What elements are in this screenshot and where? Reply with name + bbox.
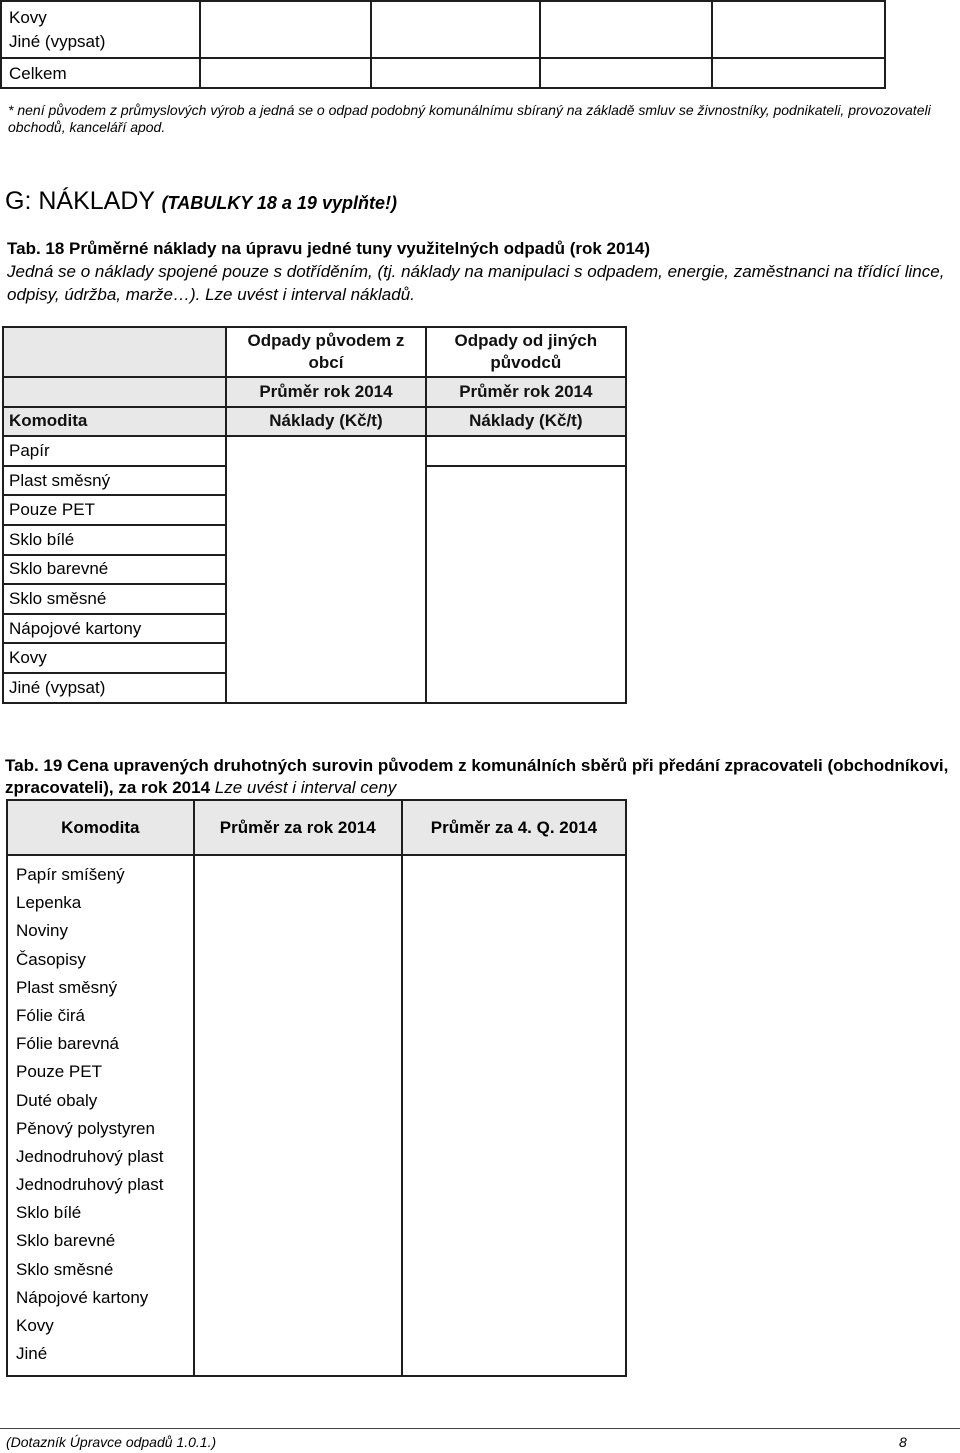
col-header-jini: Odpady od jiných původců	[426, 327, 626, 377]
commodity-label: Pouze PET	[16, 1062, 102, 1082]
commodity-label: Sklo směsné	[16, 1259, 114, 1279]
commodity-label: Duté obaly	[16, 1090, 98, 1110]
col-header-avg-q4: Průměr za 4. Q. 2014	[402, 800, 626, 855]
commodity-label: Pouze PET	[3, 495, 226, 525]
input-cell-obce[interactable]	[226, 436, 425, 702]
footnote: * není původem z průmyslových výrob a jedná se o odpad podobný komunálnímu sbíraný na základě smluv se živnostníky, podnikateli, provozovateli obchodů, kanceláří apod.	[8, 102, 931, 135]
commodity-label: Papír	[3, 436, 226, 466]
row-label-celkem: Celkem	[1, 58, 200, 88]
commodity-label: Nápojové kartony	[3, 614, 226, 644]
commodity-label: Jednodruhový plast	[16, 1146, 164, 1166]
input-cell[interactable]	[200, 58, 372, 88]
commodity-label: Plast směsný	[3, 466, 226, 496]
input-cell[interactable]	[371, 58, 540, 88]
commodity-label: Jiné (vypsat)	[3, 673, 226, 703]
input-cell-avg-q4[interactable]	[402, 855, 626, 1376]
col-header-komodita: Komodita	[7, 800, 194, 855]
commodity-label: Plast směsný	[16, 977, 118, 997]
col-header-avg-year: Průměr za rok 2014	[194, 800, 402, 855]
col-header-obce: Odpady původem z obcí	[226, 327, 425, 377]
table-header-row	[7, 800, 626, 855]
footer-doc-name: (Dotazník Úpravce odpadů 1.0.1.)	[6, 1434, 217, 1450]
tab19-title: Tab. 19 Cena upravených druhotných surovin původem z komunálních sběrů při předání zpracovateli (obchodníkovi, zpracovateli), za rok 2014	[5, 756, 949, 797]
tab19-caption	[5, 755, 955, 799]
section-subtitle: (TABULKY 18 a 19 vyplňte!)	[161, 193, 397, 213]
komodita-header: Komodita	[3, 407, 226, 437]
table-19	[6, 799, 627, 1377]
input-cell[interactable]	[426, 436, 626, 466]
cost-header-2: Náklady (Kč/t)	[426, 407, 626, 437]
commodity-label: Kovy	[16, 1316, 54, 1335]
input-cell-jini[interactable]	[426, 466, 626, 703]
commodity-label: Fólie čirá	[16, 1005, 85, 1025]
commodity-label: Sklo směsné	[3, 584, 226, 614]
commodity-label: Sklo barevné	[3, 555, 226, 585]
input-cell[interactable]	[712, 58, 885, 88]
top-row-label	[1, 1, 200, 58]
shaded-cell	[3, 377, 226, 407]
section-heading: G: NÁKLADY	[5, 187, 155, 215]
corner-cell	[3, 327, 226, 377]
row-label-jine: Jiné (vypsat)	[9, 32, 106, 51]
input-cell[interactable]	[540, 1, 713, 58]
table-row	[3, 436, 626, 466]
table-row	[1, 1, 885, 58]
table-row	[3, 377, 626, 407]
commodity-list	[7, 855, 194, 1376]
commodity-label: Sklo barevné	[16, 1231, 116, 1251]
commodity-label: Nápojové kartony	[16, 1287, 149, 1307]
input-cell-avg-year[interactable]	[194, 855, 402, 1376]
commodity-label: Jednodruhový plast	[16, 1175, 164, 1195]
table-row	[7, 855, 626, 1376]
page-number: 8	[899, 1434, 907, 1450]
tab18-caption	[7, 237, 959, 306]
section-title	[5, 187, 397, 216]
footer-divider	[0, 1428, 960, 1429]
commodity-label: Sklo bílé	[3, 525, 226, 555]
commodity-label: Noviny	[16, 921, 68, 941]
commodity-label: Kovy	[3, 643, 226, 673]
commodity-label: Fólie barevná	[16, 1034, 120, 1054]
commodity-label: Lepenka	[16, 893, 82, 913]
row-label-kovy: Kovy	[9, 8, 47, 27]
table-row	[1, 58, 885, 88]
input-cell[interactable]	[371, 1, 540, 58]
avg-header-2: Průměr rok 2014	[426, 377, 626, 407]
commodity-label: Pěnový polystyren	[16, 1118, 155, 1138]
commodity-label: Jiné	[16, 1344, 48, 1364]
commodity-label: Sklo bílé	[16, 1203, 82, 1223]
input-cell[interactable]	[712, 1, 885, 58]
avg-header-1: Průměr rok 2014	[226, 377, 425, 407]
input-cell[interactable]	[540, 58, 713, 88]
tab19-note: Lze uvést i interval ceny	[214, 778, 397, 797]
tab18-title: Tab. 18 Průměrné náklady na úpravu jedné tuny využitelných odpadů (rok 2014)	[7, 239, 651, 258]
table-row	[3, 327, 626, 377]
top-table	[0, 0, 886, 89]
input-cell[interactable]	[200, 1, 372, 58]
commodity-label: Časopisy	[16, 949, 86, 969]
tab18-note: Jedná se o náklady spojené pouze s dotříděním, (tj. náklady na manipulaci s odpadem, energie, zaměstnanci na třídící lince, odpisy, údržba, marže…). Lze uvést i interval nákladů.	[7, 262, 945, 304]
commodity-label: Papír smíšený	[16, 865, 125, 884]
cost-header-1: Náklady (Kč/t)	[226, 407, 425, 437]
table-18	[2, 326, 627, 704]
table-row	[3, 407, 626, 437]
